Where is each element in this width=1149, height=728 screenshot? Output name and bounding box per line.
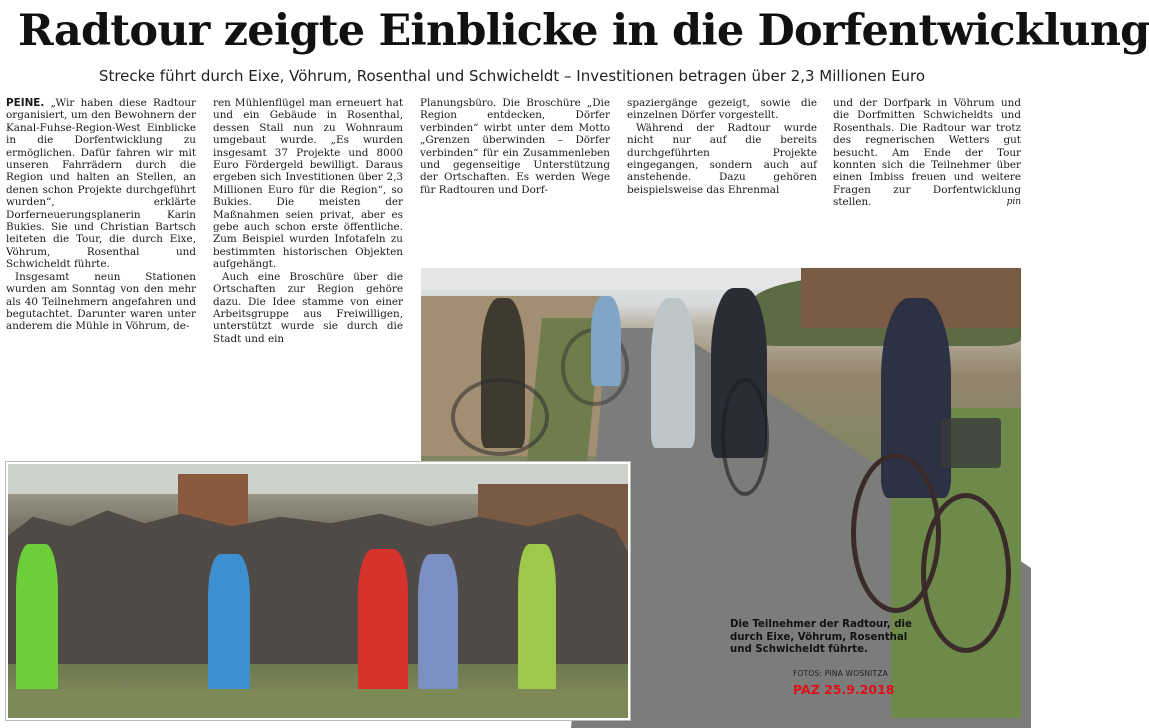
- paragraph: Auch eine Broschüre über die Ortschaften zur Region gehöre dazu. Die Idee stamme von einer Arbeitsgruppe aus Freiwilligen, unterstützt wurde sie durch die Stadt und ein: [213, 270, 403, 345]
- source-label: PAZ 25.9.2018: [793, 682, 895, 697]
- photo-credit: FOTOS: PINA WOSNITZA: [793, 669, 888, 678]
- group-photo: [6, 462, 630, 720]
- paragraph: [6, 97, 196, 271]
- headline: Radtour zeigte Einblicke in die Dorfentwicklung: [18, 6, 1149, 56]
- paragraph: Planungsbüro. Die Broschüre „Die Region entdecken, Dörfer verbinden“ wirbt unter dem Motto „Grenzen überwinden – Dörfer verbinden“ für ein Zusammenleben und gegenseitige Unterstützung der Ortschaften. Es werden Wege für Radtouren und Dorf-: [420, 97, 610, 196]
- text-column-2: [213, 97, 403, 459]
- author-signature: pin: [1006, 197, 1021, 208]
- photo-caption: Die Teilnehmer der Radtour, die durch Eixe, Vöhrum, Rosenthal und Schwicheldt führte.: [730, 619, 912, 656]
- paragraph: spaziergänge gezeigt, sowie die einzelnen Dörfer vorgestellt.: [627, 97, 817, 122]
- paragraph: Während der Radtour wurde nicht nur auf die bereits durchgeführten Projekte eingegangen, sondern auch auf anstehende. Dazu gehören beispielsweise das Ehrenmal: [627, 121, 817, 196]
- paragraph: ren Mühlenflügel man erneuert hat und ein Gebäude in Rosenthal, dessen Stall nun zu Wohnraum umgebaut wurde. „Es wurden insgesamt 37 Projekte und 8000 Euro Fördergeld bewilligt. Daraus ergeben sich Investitionen über 2,3 Millionen Euro für die Region“, so Bukies. Die meisten der Maßnahmen seien privat, aber es gebe auch schon erste öffentliche. Zum Beispiel wurden Infotafeln zu bestimmten historischen Objekten aufgehängt.: [213, 97, 403, 271]
- text-column-3: [420, 97, 610, 262]
- paragraph: Insgesamt neun Stationen wurden am Sonntag von den mehr als 40 Teilnehmern angefahren und begutachtet. Darunter waren unter anderem die Mühle in Vöhrum, de-: [6, 270, 196, 333]
- text-column-5: [833, 97, 1021, 262]
- text-column-4: [627, 97, 817, 262]
- text-column-1: [6, 97, 196, 459]
- paragraph-text: und der Dorfpark in Vöhrum und die Dorfmitten Schwicheldts und Rosenthals. Die Radtour war trotz des regnerischen Wetters gut besucht. Am Ende der Tour konnten sich die Teilnehmer über einen Imbiss freuen und weitere Fragen zur Dorfentwicklung stellen.: [833, 97, 1021, 209]
- paragraph: [833, 97, 1021, 209]
- dateline: PEINE.: [6, 97, 45, 109]
- paragraph-text: „Wir haben diese Radtour organisiert, um den Bewohnern der Kanal-Fuhse-Region-West Einblicke in die Dorfentwicklung zu ermöglichen. Dafür fahren wir mit unseren Fahrrädern durch die Region und halten an Stellen, an denen schon Projekte durchgeführt wurden“, erklärte Dorferneuerungsplanerin Karin Bukies. Sie und Christian Bartsch leiteten die Tour, die durch Eixe, Vöhrum, Rosenthal und Schwicheldt führte.: [6, 97, 196, 271]
- subheadline: Strecke führt durch Eixe, Vöhrum, Rosenthal und Schwicheldt – Investitionen betragen über 2,3 Millionen Euro: [98, 67, 926, 85]
